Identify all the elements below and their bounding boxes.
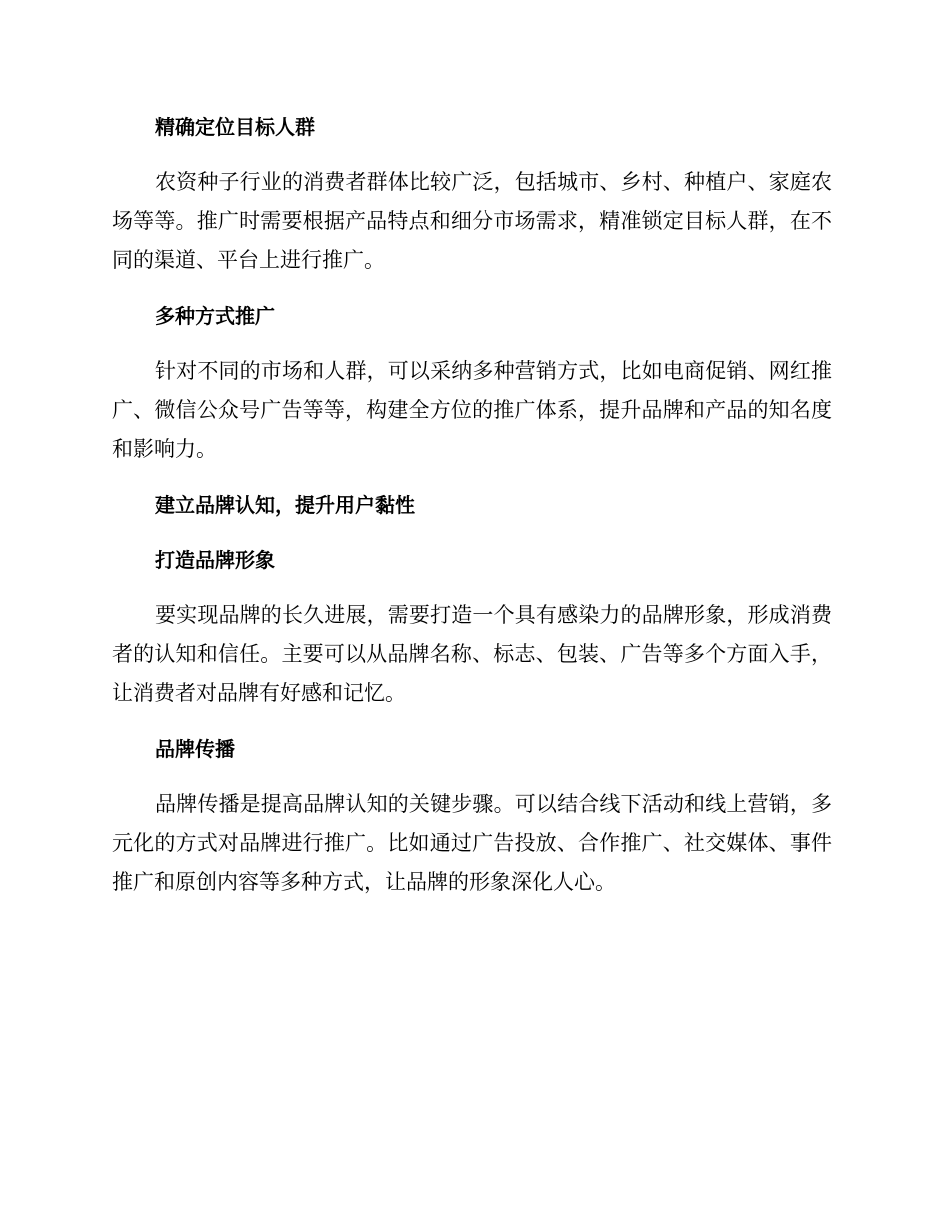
paragraph-brand-image: 要实现品牌的长久进展，需要打造一个具有感染力的品牌形象，形成消费者的认知和信任。主要可以从品牌名称、标志、包装、广告等多个方面入手，让消费者对品牌有好感和记忆。 [112,603,832,705]
paragraph-target-audience: 农资种子行业的消费者群体比较广泛，包括城市、乡村、种植户、家庭农场等等。推广时需要根据产品特点和细分市场需求，精准锁定目标人群，在不同的渠道、平台上进行推广。 [112,170,832,272]
section-heading-brand-communication: 品牌传播 [155,737,235,761]
section-heading-brand-image: 打造品牌形象 [155,548,275,572]
paragraph-promotion-methods: 针对不同的市场和人群，可以采纳多种营销方式，比如电商促销、网红推广、微信公众号广告等等，构建全方位的推广体系，提升品牌和产品的知名度和影响力。 [112,359,832,461]
section-heading-brand-awareness: 建立品牌认知，提升用户黏性 [155,493,415,517]
section-heading-promotion-methods: 多种方式推广 [155,304,275,328]
section-heading-target-audience: 精确定位目标人群 [155,115,315,139]
paragraph-brand-communication: 品牌传播是提高品牌认知的关键步骤。可以结合线下活动和线上营销，多元化的方式对品牌进行推广。比如通过广告投放、合作推广、社交媒体、事件推广和原创内容等多种方式，让品牌的形象深化人心。 [112,792,832,894]
document-body [112,108,832,902]
